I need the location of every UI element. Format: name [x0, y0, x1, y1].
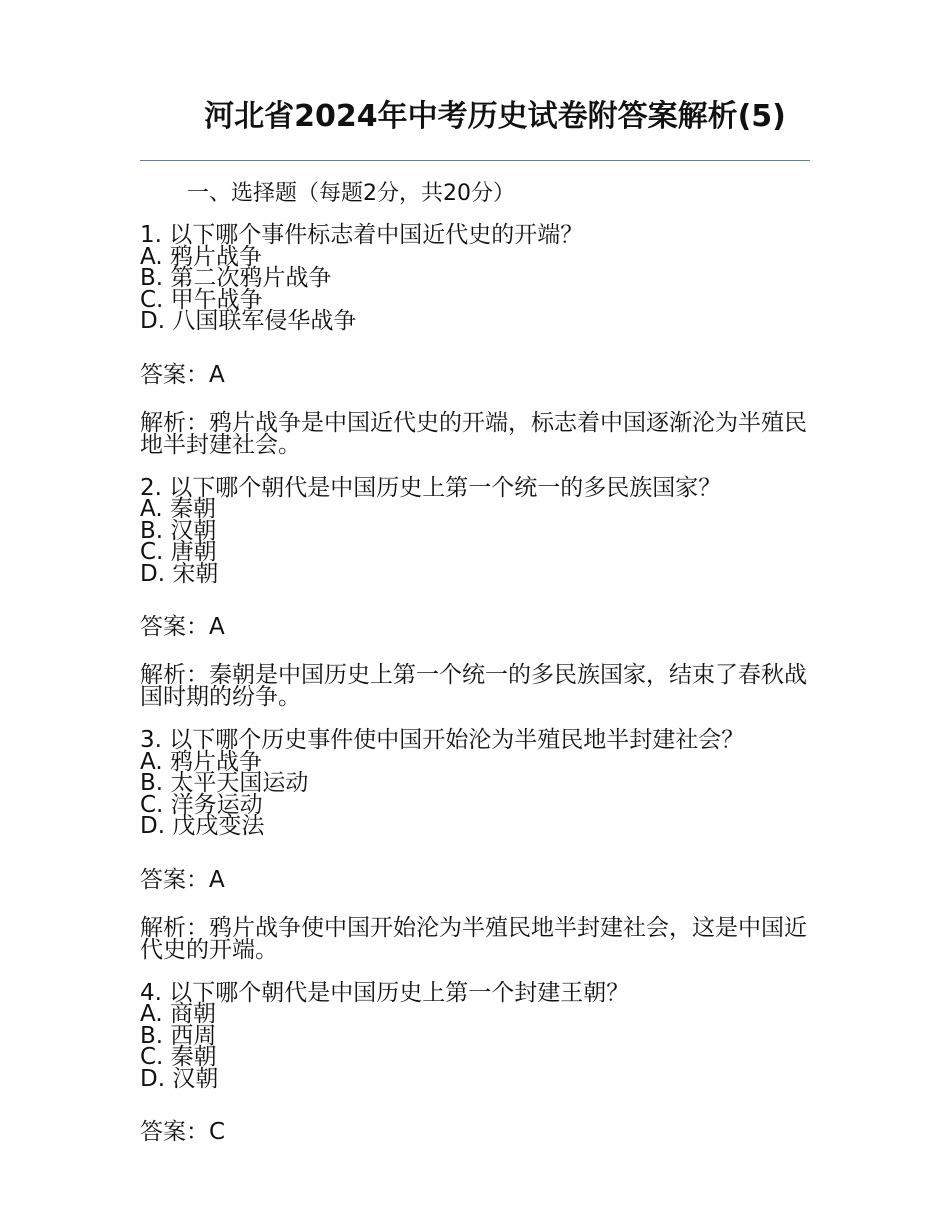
question: [140, 979, 810, 1092]
option: A. 鸦片战争: [140, 243, 262, 270]
option: D. 汉朝: [140, 1065, 219, 1092]
question-block: [140, 727, 810, 963]
explanation: 解析：鸦片战争使中国开始沦为半殖民地半封建社会，这是中国近代史的开端。: [140, 914, 807, 963]
question-stem: 1. 以下哪个事件标志着中国近代史的开端？: [140, 222, 584, 248]
answer: 答案：C: [140, 1119, 226, 1145]
option: B. 第二次鸦片战争: [140, 265, 332, 291]
question-block: [140, 979, 810, 1145]
question: [140, 727, 810, 839]
option: A. 商朝: [140, 1001, 216, 1027]
question-stem: 3. 以下哪个历史事件使中国开始沦为半殖民地半封建社会？: [140, 727, 745, 753]
answer: 答案：A: [140, 361, 225, 388]
section-heading: 一、选择题（每题2分，共20分）: [187, 181, 515, 206]
title-divider: [140, 160, 810, 161]
option: D. 戊戌变法: [140, 813, 265, 839]
question-list: [140, 222, 810, 1145]
explanation: 解析：秦朝是中国历史上第一个统一的多民族国家，结束了春秋战国时期的纷争。: [140, 662, 807, 710]
option: A. 秦朝: [140, 496, 216, 522]
option: D. 八国联军侵华战争: [140, 308, 357, 334]
option: C. 洋务运动: [140, 791, 263, 818]
document-title: 河北省2024年中考历史试卷附答案解析(5): [204, 99, 786, 134]
option: B. 太平天国运动: [140, 770, 309, 796]
question-stem: 4. 以下哪个朝代是中国历史上第一个封建王朝？: [140, 979, 630, 1006]
answer: 答案：A: [140, 614, 225, 640]
option: A. 鸦片战争: [140, 748, 262, 775]
option: C. 甲午战争: [140, 286, 263, 313]
answer: 答案：A: [140, 866, 225, 893]
option: D. 宋朝: [140, 560, 219, 587]
option: C. 唐朝: [140, 539, 217, 565]
explanation: 解析：鸦片战争是中国近代史的开端，标志着中国逐渐沦为半殖民地半封建社会。: [140, 409, 807, 458]
option: B. 汉朝: [140, 517, 217, 544]
question: [140, 222, 810, 334]
question: [140, 474, 810, 587]
question-block: [140, 474, 810, 710]
question-block: [140, 222, 810, 458]
question-stem: 2. 以下哪个朝代是中国历史上第一个统一的多民族国家？: [140, 474, 722, 501]
option: B. 西周: [140, 1022, 217, 1049]
option: C. 秦朝: [140, 1044, 217, 1070]
